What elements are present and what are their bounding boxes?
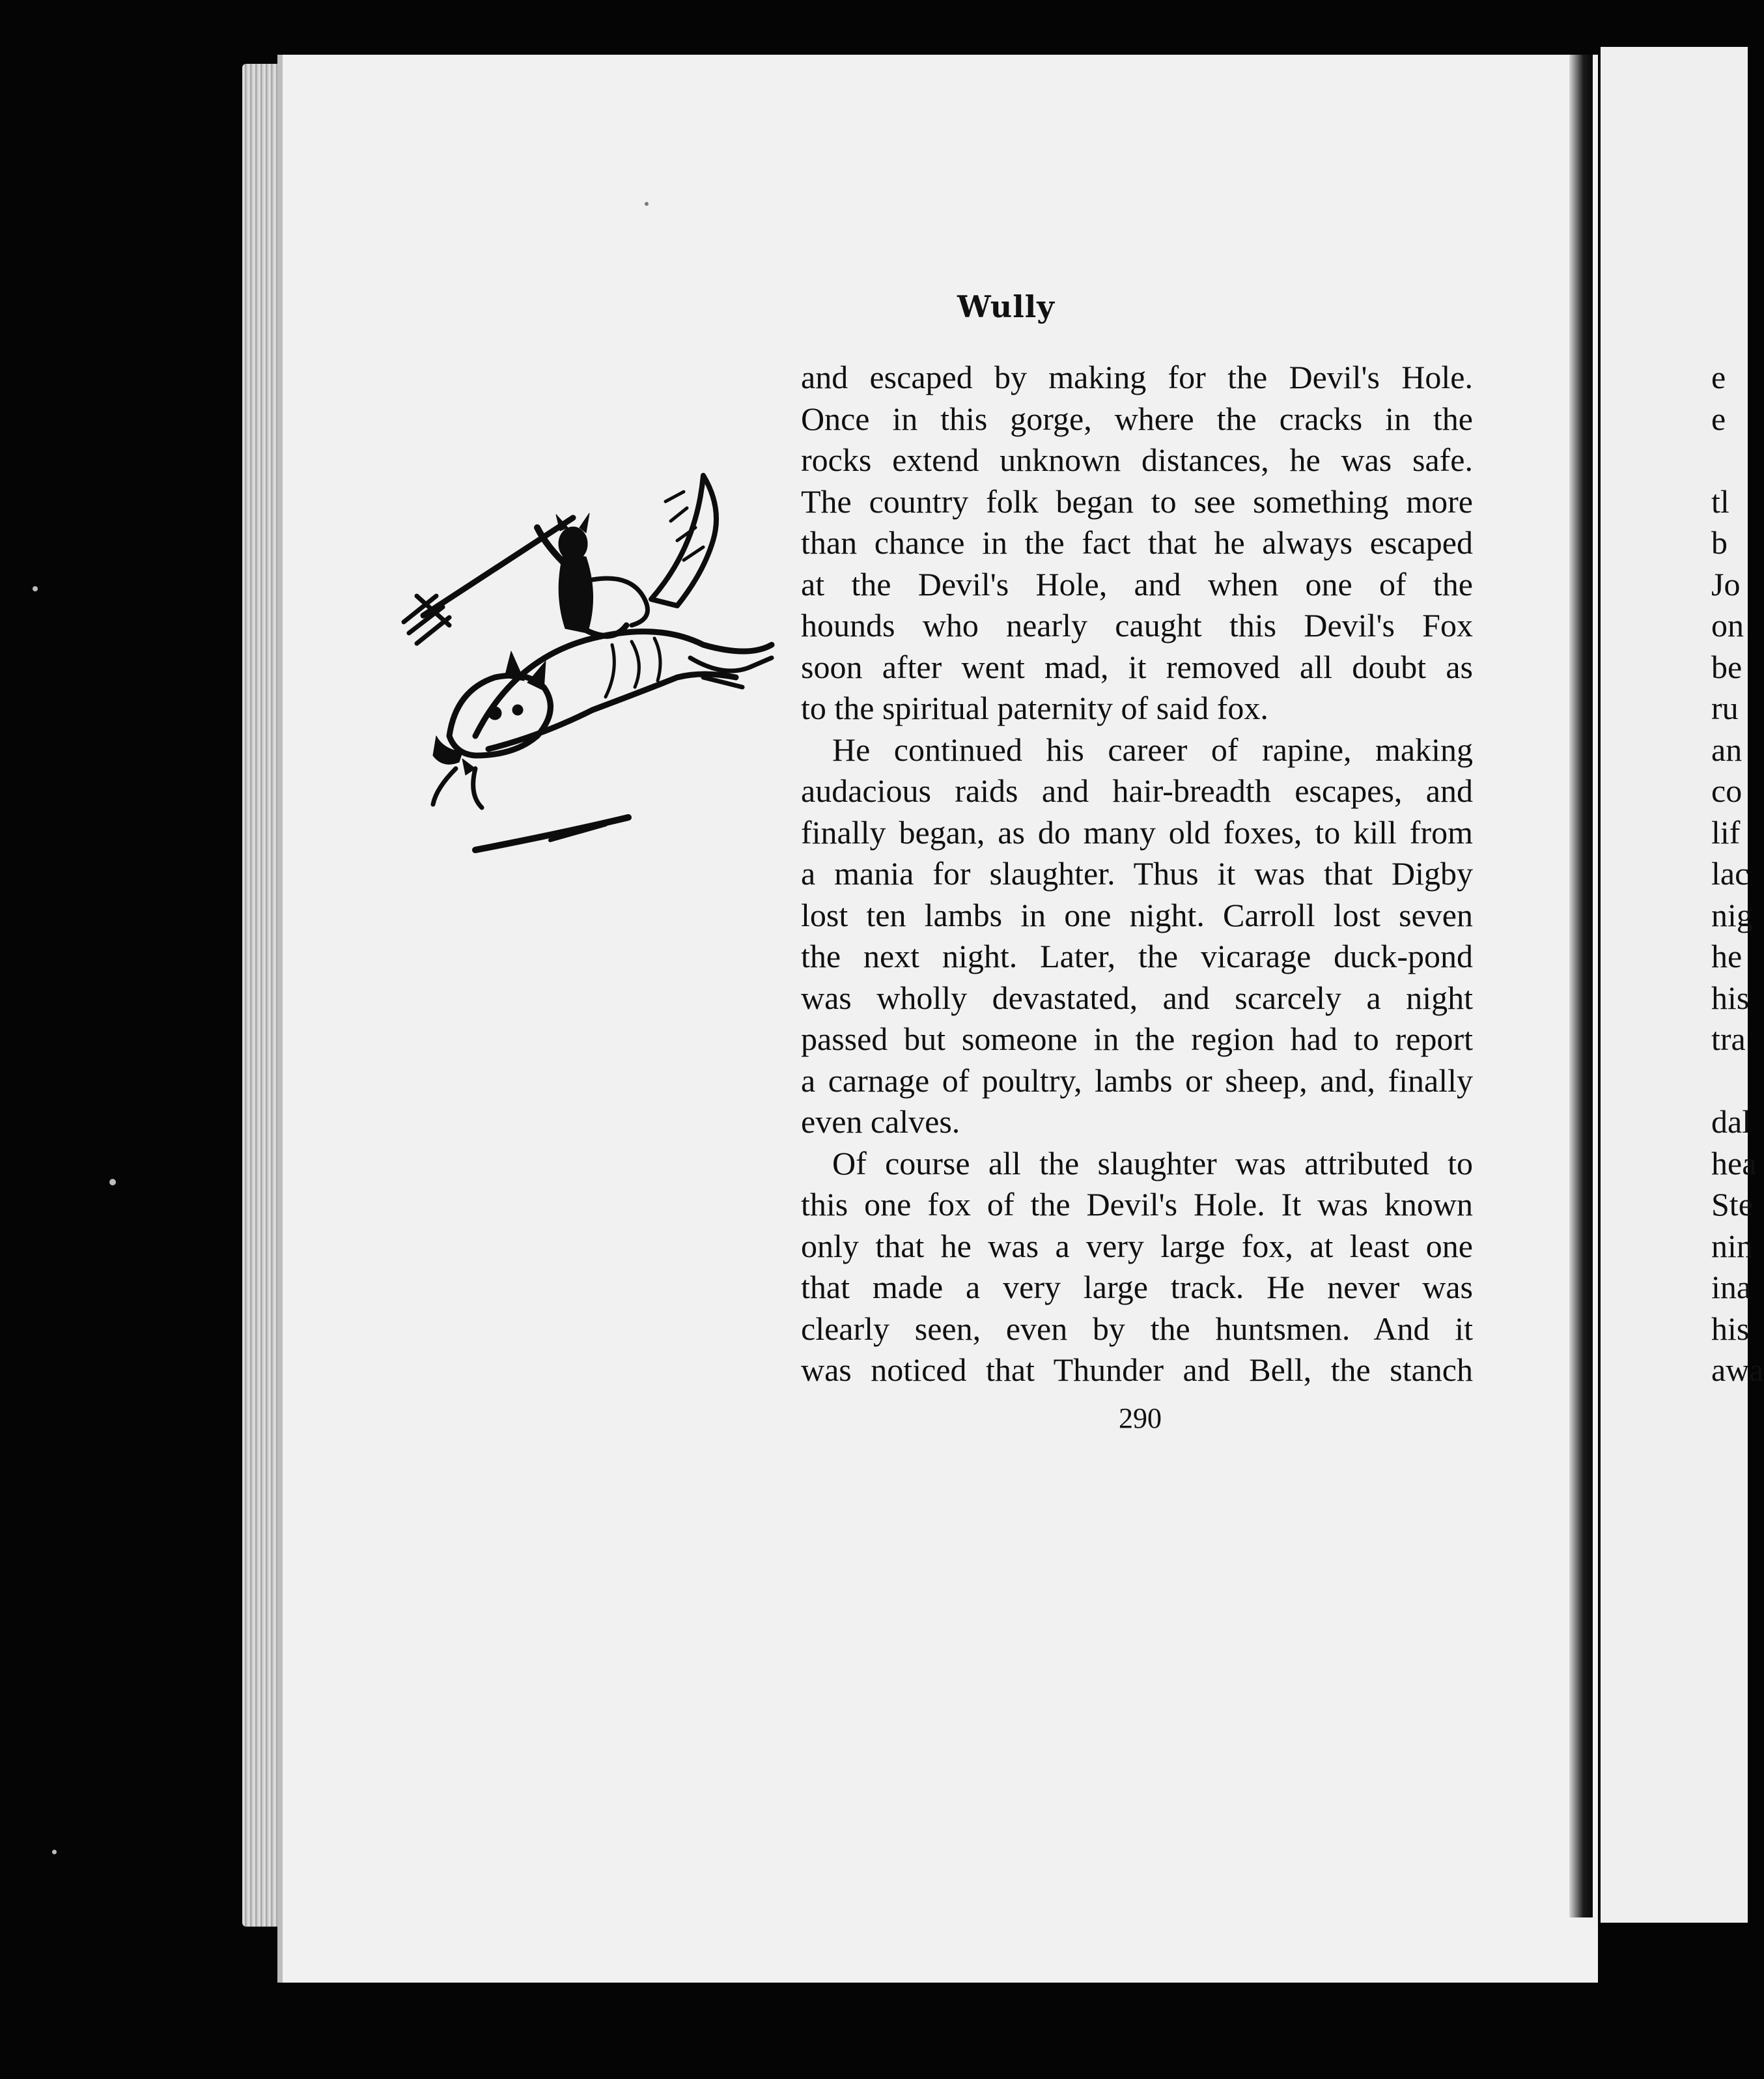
facing-text-fragment: dal xyxy=(1711,1103,1752,1140)
text-line: this one fox of the Devil's Hole. It was known xyxy=(801,1186,1473,1223)
facing-text-fragment: e xyxy=(1711,359,1726,395)
facing-text-fragment: Jo xyxy=(1711,565,1741,602)
facing-text-fragment: nig xyxy=(1711,896,1753,933)
text-line: a carnage of poultry, lambs or sheep, and, finally xyxy=(801,1062,1473,1099)
text-line: at the Devil's Hole, and when one of the xyxy=(801,565,1473,602)
facing-text-fragment: lif xyxy=(1711,813,1741,851)
facing-text-fragment: ina xyxy=(1711,1269,1752,1305)
facing-text-fragment: e xyxy=(1711,400,1726,437)
text-line: Once in this gorge, where the cracks in the xyxy=(801,400,1473,437)
facing-text-fragment: his xyxy=(1711,1310,1750,1347)
facing-text-fragment xyxy=(1711,1060,1748,1102)
facing-text-fragment: an xyxy=(1711,731,1743,768)
facing-text-fragment: lac xyxy=(1711,855,1750,892)
scan-speck xyxy=(645,202,649,206)
text-line: clearly seen, even by the huntsmen. And it xyxy=(801,1310,1473,1347)
text-line: lost ten lambs in one night. Carroll lost seven xyxy=(801,896,1473,933)
scan-speck xyxy=(52,1850,57,1854)
facing-text-fragment: ru xyxy=(1711,690,1739,726)
text-line: to the spiritual paternity of said fox. xyxy=(801,690,1268,726)
text-line: He continued his career of rapine, making xyxy=(832,731,1473,768)
facing-text-fragment: on xyxy=(1711,607,1744,644)
text-line: even calves. xyxy=(801,1103,960,1140)
facing-text-fragment: he xyxy=(1711,938,1743,974)
scan-speck xyxy=(109,1179,116,1185)
text-line: and escaped by making for the Devil's Hole. xyxy=(801,359,1473,395)
book-gutter xyxy=(1569,55,1593,1917)
text-line: than chance in the fact that he always escaped xyxy=(801,524,1473,561)
facing-text-fragment xyxy=(1711,440,1748,481)
text-line: Of course all the slaughter was attributed to xyxy=(832,1144,1473,1181)
text-line: the next night. Later, the vicarage duck-pond xyxy=(801,938,1473,974)
paragraph-2 xyxy=(801,729,1473,1143)
facing-text-fragment: Ste xyxy=(1711,1186,1753,1223)
text-line: soon after went mad, it removed all doubt as xyxy=(801,648,1473,685)
devil-riding-fox-icon xyxy=(397,462,781,853)
facing-text-fragment: tra xyxy=(1711,1021,1746,1057)
text-line: passed but someone in the region had to report xyxy=(801,1021,1473,1057)
text-line: a mania for slaughter. Thus it was that Digby xyxy=(801,855,1473,892)
facing-text-fragment: hea xyxy=(1711,1144,1757,1181)
facing-text-fragment: co xyxy=(1711,772,1743,809)
text-line: was noticed that Thunder and Bell, the stanch xyxy=(801,1351,1473,1388)
paragraph-1 xyxy=(801,357,1473,729)
page-body-text xyxy=(801,357,1473,1391)
text-line: that made a very large track. He never was xyxy=(801,1269,1473,1305)
scan-speck xyxy=(33,586,38,591)
text-line: The country folk began to see something more xyxy=(801,483,1473,520)
facing-page-text xyxy=(1711,357,1764,1391)
facing-text-fragment: tl xyxy=(1711,483,1729,520)
text-line: finally began, as do many old foxes, to kill from xyxy=(801,813,1473,851)
text-line: rocks extend unknown distances, he was safe. xyxy=(801,442,1473,478)
page-number: 290 xyxy=(1119,1402,1162,1434)
text-line: was wholly devastated, and scarcely a night xyxy=(801,979,1473,1016)
facing-text-fragment: b xyxy=(1711,524,1728,561)
facing-text-fragment: his xyxy=(1711,979,1750,1016)
text-line: hounds who nearly caught this Devil's Fox xyxy=(801,607,1473,644)
facing-text-fragment: awa xyxy=(1711,1351,1764,1388)
text-line: only that he was a very large fox, at least one xyxy=(801,1227,1473,1264)
text-line: audacious raids and hair-breadth escapes, and xyxy=(801,772,1473,809)
facing-text-fragment: be xyxy=(1711,648,1743,685)
facing-text-fragment: nin xyxy=(1711,1227,1753,1264)
running-head: Wully xyxy=(957,289,1055,324)
paragraph-3 xyxy=(801,1143,1473,1391)
